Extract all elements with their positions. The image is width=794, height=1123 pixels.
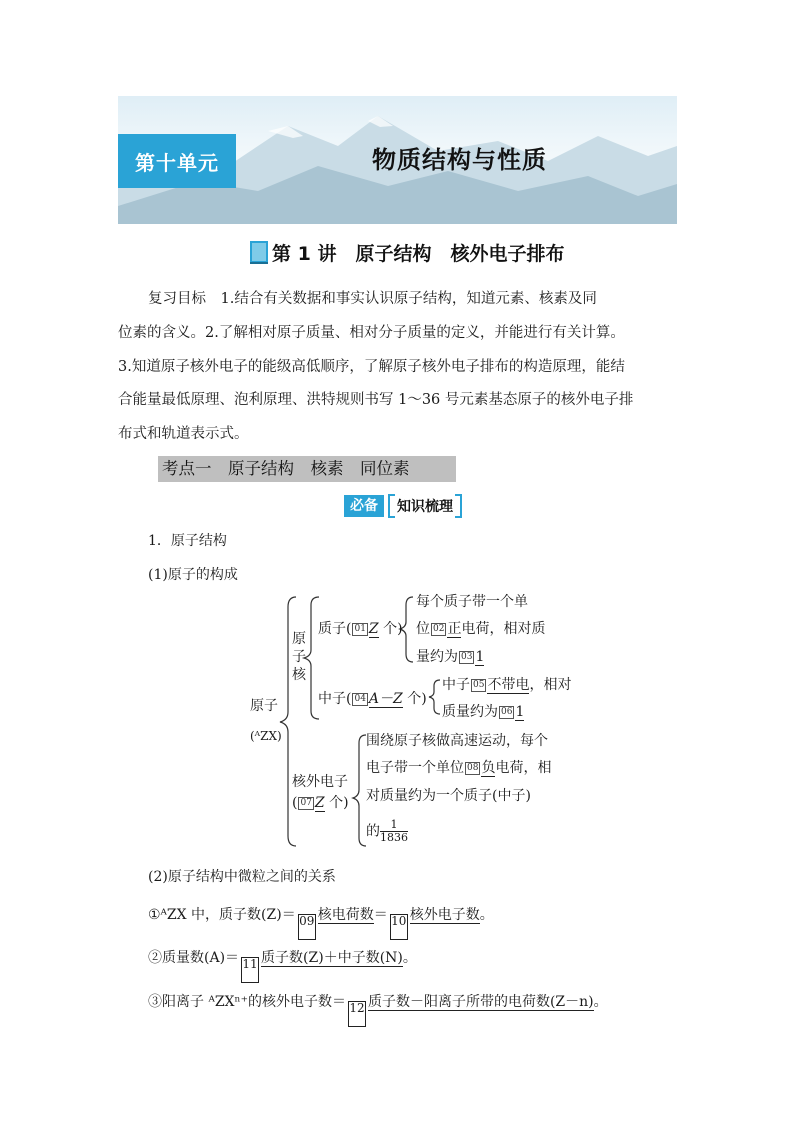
neutron-desc-2: 质量约为 06 1: [442, 704, 525, 720]
electron-label: 核外电子: [292, 774, 348, 790]
proton-label: 质子( 01 Z 个): [318, 621, 403, 637]
atom-label: 原子: [250, 698, 278, 714]
bibei-badge: 必备: [344, 495, 384, 517]
unit-title: 物质结构与性质: [372, 146, 547, 174]
objectives-line-3: 3.知道原子核外电子的能级高低顺序，了解原子核外电子排布的构造原理，能结: [118, 359, 625, 375]
proton-desc-1: 每个质子带一个单: [416, 594, 528, 610]
neutron-label: 中子( 04 A－Z 个): [318, 691, 427, 707]
heading-atom-structure: 1．原子结构: [148, 533, 227, 549]
relation-1: ①ᴬZX 中，质子数(Z)＝ 09 核电荷数＝ 10 核外电子数。: [148, 906, 494, 940]
heading-atom-composition: (1)原子的构成: [148, 567, 238, 583]
objectives-line-5: 布式和轨道表示式。: [118, 426, 249, 442]
neutron-desc-1: 中子 05 不带电，相对: [442, 677, 572, 693]
electron-desc-4: 的 $\frac{1}{1836}$: [366, 818, 408, 844]
electron-desc-3: 对质量约为一个质子(中子): [366, 788, 531, 804]
kaodian-heading: 考点一 原子结构 核素 同位素: [158, 456, 456, 482]
electron-count: ( 07 Z 个): [292, 795, 349, 811]
objectives-line-2: 位素的含义。2.了解相对原子质量、相对分子质量的定义，并能进行有关计算。: [118, 325, 625, 341]
atom-symbol: (ᴬZX): [250, 729, 282, 743]
relation-3: ③阳离子 ᴬZXⁿ⁺的核外电子数＝ 12 质子数－阳离子所带的电荷数(Z－n)。: [148, 993, 608, 1027]
fraction: $\frac{1}{1836}$: [380, 818, 408, 844]
electron-desc-1: 围绕原子核做高速运动，每个: [366, 733, 548, 749]
relation-2: ②质量数(A)＝ 11 质子数(Z)＋中子数(N)。: [148, 949, 417, 983]
objectives-line-1: 复习目标 1.结合有关数据和事实认识原子结构，知道元素、核素及同: [148, 291, 597, 307]
nucleus-label: 原子核: [292, 631, 306, 683]
unit-label: 第十单元: [118, 134, 236, 188]
proton-desc-2: 位 02 正电荷，相对质: [416, 621, 546, 637]
electron-desc-2: 电子带一个单位 08 负电荷，相: [366, 760, 552, 776]
bibei-label: 知识梳理: [397, 499, 453, 515]
lecture-title: 第 1 讲 原子结构 核外电子排布: [272, 242, 565, 265]
heading-relations: (2)原子结构中微粒之间的关系: [148, 869, 336, 885]
objectives-line-4: 合能量最低原理、泡利原理、洪特规则书写 1～36 号元素基态原子的核外电子排: [118, 392, 634, 408]
proton-desc-3: 量约为 03 1: [416, 649, 485, 665]
